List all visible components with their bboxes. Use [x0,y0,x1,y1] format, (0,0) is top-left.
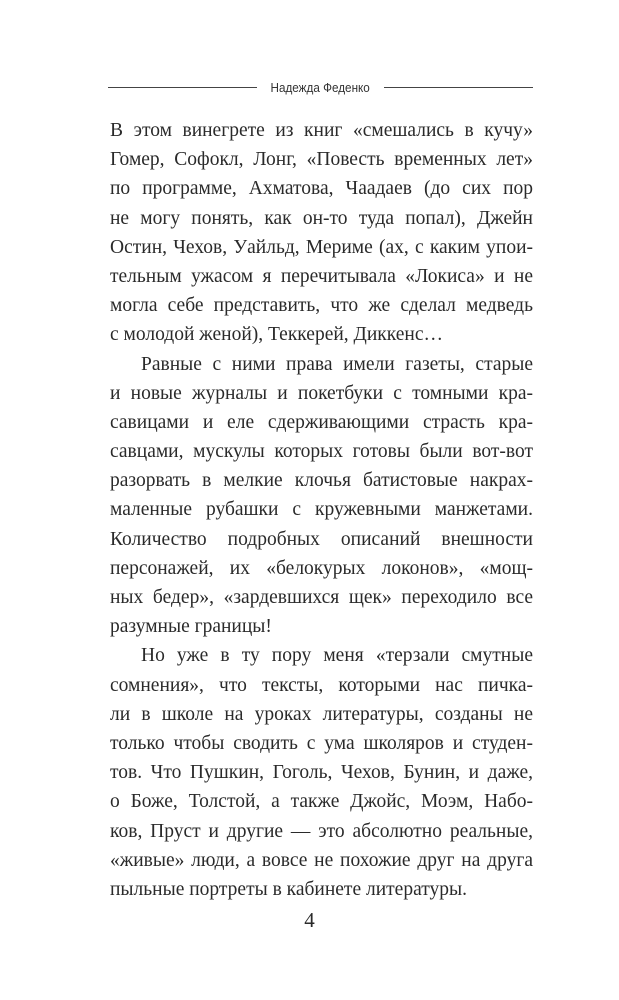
text-line: по программе, Ахматова, Чаадаев (до сих пор [110,178,533,200]
text-line: пыльные портреты в кабинете литературы. [110,878,467,900]
text-line: савицами и еле сдерживающими страсть кра- [110,411,533,433]
text-line: Гомер, Софокл, Лонг, «Повесть временных лет» [110,149,533,171]
text-line: разорвать в мелкие клочья батистовые накрах- [110,470,533,492]
text-line: ли в школе на уроках литературы, созданы не [110,703,533,725]
text-line: разумные границы! [110,616,272,638]
text-line: Количество подробных описаний внешности [110,528,533,550]
paragraph [110,350,533,642]
text-line: ков, Пруст и другие — это абсолютно реальные, [110,820,533,842]
text-line: с молодой женой), Теккерей, Диккенс… [110,324,443,346]
header-rule-left [108,87,257,88]
text-line: и новые журналы и покетбуки с томными кра- [110,382,533,404]
text-line: тов. Что Пушкин, Гоголь, Чехов, Бунин, и даже, [110,762,533,784]
text-line: «живые» люди, а вовсе не похожие друг на друга [110,849,533,871]
header-rule-right [384,87,533,88]
text-line: не могу понять, как он-то туда попал), Джейн [110,207,533,229]
paragraph [110,116,533,350]
text-line: только чтобы сводить с ума школяров и студен- [110,732,533,754]
text-line: могла себе представить, что же сделал медведь [110,295,533,317]
text-line: персонажей, их «белокурых локонов», «мощ- [110,557,533,579]
running-header [108,78,533,96]
text-line: о Боже, Толстой, а также Джойс, Моэм, Набо- [110,791,533,813]
text-line: ных бедер», «зардевшихся щек» переходило все [110,587,533,608]
text-line: маленные рубашки с кружевными манжетами. [110,499,533,521]
header-author: Надежда Феденко [270,79,371,95]
text-line: сомнения», что тексты, которыми нас пичка- [110,674,533,696]
text-line: Но уже в ту пору меня «терзали смутные [141,645,533,667]
text-line: В этом винегрете из книг «смешались в кучу» [110,120,533,141]
text-line: тельным ужасом я перечитывала «Локиса» и не [110,265,533,287]
text-line: савцами, мускулы которых готовы были вот-вот [110,441,533,463]
paragraph [110,641,533,904]
page-number: 4 [304,908,315,932]
text-line: Остин, Чехов, Уайльд, Мериме (ах, с каким упои- [110,236,533,258]
text-line: Равные с ними права имели газеты, старые [141,353,533,375]
page-body [110,116,533,904]
